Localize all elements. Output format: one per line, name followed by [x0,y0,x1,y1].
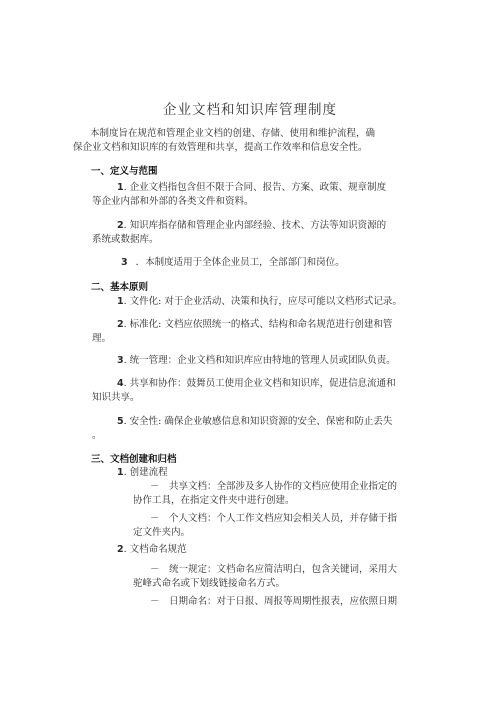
sec2-item-1-text: . 文件化: 对于企业活动、决策和执行，应尽可能以文档形式记录。 [123,296,402,307]
sec2-item-1-number: 1 [117,296,124,307]
sec2-item-5-line-1 [117,416,392,428]
sec3-sub-2-label: . 文档命名规范 [123,544,187,555]
sec1-item-2-number: 2 [117,220,124,231]
sec2-item-4-number: 4 [117,378,124,389]
sec2-item-3-text: . 统一管理：企业文档和知识库应由特地的管理人员或团队负责。 [123,355,396,366]
sec3-sub-1-bullet-1-line-1: － 共享文档：全部涉及多人协作的文档应使用企业指定的 [150,481,398,492]
sec2-item-4-text: . 共享和协作：鼓舞员工使用企业文档和知识库，促进信息流通和 [123,378,396,389]
sec2-item-4-line-2: 知识共享。 [92,392,140,403]
sec2-item-4-line-1 [117,378,396,390]
sec1-item-1-text: . 企业文档指包含但不限于合同、报告、方案、政策、规章制度 [123,182,387,193]
section-heading-creation: 三、文档创建和归档 [91,454,177,465]
sec1-item-1-number: 1 [117,182,124,193]
sec3-sub-2-bullet-1-line-2: 驼峰式命名或下划线链接命名方式。 [133,578,286,589]
sec2-item-2-line-1 [117,319,392,331]
sec2-item-3-line-1 [117,355,396,367]
document-title: 企业文档和知识库管理制度 [163,102,337,118]
sec3-sub-2-number: 2 [117,544,124,555]
sec3-sub-2-bullet-2-line-1: － 日期命名：对于日报、周报等周期性报表，应依照日期 [150,596,398,607]
sec3-sub-1 [117,467,168,479]
sec2-item-5-text: . 安全性: 确保企业敏感信息和知识资源的安全、保密和防止丢失 [123,416,393,427]
sec2-item-1-line-1 [117,296,402,308]
sec3-sub-1-bullet-1-line-2: 协作工具，在指定文件夹中进行创建。 [133,495,295,506]
sec2-item-3-number: 3 [117,355,124,366]
intro-line-1: 本制度旨在规范和管理企业文档的创建、存储、使用和维护流程，确 [90,128,376,139]
sec2-item-5-number: 5 [117,416,124,427]
sec3-sub-2-bullet-1-line-1: － 统一规定：文档命名应简洁明白，包含关键词，采用大 [150,564,398,575]
sec3-sub-2 [117,544,187,556]
sec1-item-3-text: ．本制度适用于全体企业员工，全部部门和岗位。 [135,257,345,268]
section-heading-definition: 一、定义与范围 [91,166,158,177]
sec1-item-2-text: . 知识库指存储和管理企业内部经验、技术、方法等知识资源的 [123,220,387,231]
sec1-item-3-number: 3 [121,257,128,268]
sec1-item-2-line-2: 系统或数据库。 [92,234,159,245]
sec1-item-1-line-2: 等企业内部和外部的各类文件和资料。 [92,196,254,207]
sec2-item-2-number: 2 [117,319,124,330]
sec3-sub-1-number: 1 [117,467,124,478]
section-heading-principles: 二、基本原则 [91,282,149,293]
intro-line-2: 保企业文档和知识库的有效管理和共享，提高工作效率和信息安全性。 [73,142,368,153]
sec3-sub-1-label: . 创建流程 [123,467,168,478]
sec2-item-2-text: . 标准化: 文档应依照统一的格式、结构和命名规范进行创建和管 [123,319,393,330]
sec3-sub-1-bullet-2-line-1: － 个人文档：个人工作文档应知会相关人员，并存储于指 [150,513,398,524]
sec2-item-5-line-2: 。 [92,430,102,441]
sec1-item-1-line-1 [117,182,386,194]
sec3-sub-1-bullet-2-line-2: 定文件夹内。 [133,527,191,538]
sec1-item-3-line-1 [121,257,345,269]
sec2-item-2-line-2: 理。 [92,333,112,344]
sec1-item-2-line-1 [117,220,386,232]
